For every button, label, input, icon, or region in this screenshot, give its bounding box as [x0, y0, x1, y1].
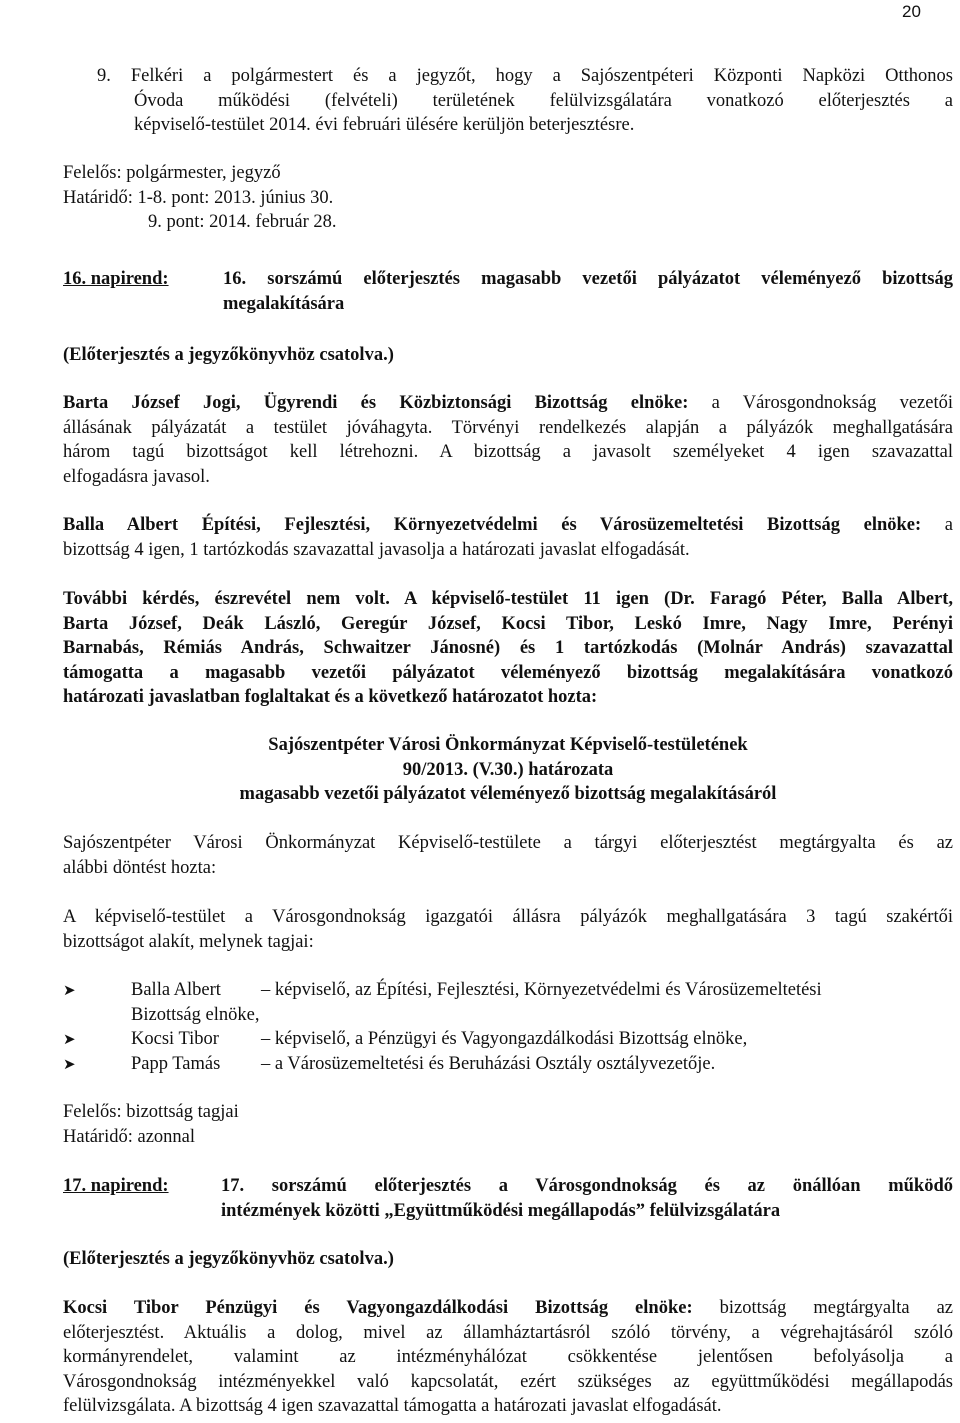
resolution-responsibility [63, 1100, 953, 1149]
vote-line: Barta József, Deák László, Geregúr József, Kocsi Tibor, Leskó Imre, Nagy Imre, Perényi [63, 613, 953, 634]
hatarido-line [63, 186, 953, 211]
item-9-responsibility [63, 161, 953, 235]
member-name: Papp Tamás [131, 1053, 221, 1074]
statement-text: kormányrendelet, valamint az intézményhálózat csökkentése jelentősen befolyásolja a [63, 1347, 953, 1367]
body-line: alábbi döntést hozta: [63, 857, 217, 878]
item-9-line: 9. Felkéri a polgármestert és a jegyzőt, hogy a Sajószentpéteri Központi Napközi Otthonos [97, 66, 953, 86]
balla-statement [63, 513, 953, 562]
member-role-cont: Bizottság elnöke, [131, 1004, 260, 1025]
hatarido-value: 1-8. pont: 2013. június 30. [137, 187, 334, 208]
felelos-line: Felelős: bizottság tagjai [63, 1102, 239, 1122]
attached-note: (Előterjesztés a jegyzőkönyvhöz csatolva.) [63, 1249, 394, 1269]
statement-text: a [944, 515, 954, 535]
hatarido-value: 9. pont: 2014. február 28. [148, 212, 337, 232]
item-9 [63, 64, 953, 138]
agenda-title: intézmények közötti „Együttműködési megállapodás” felülvizsgálatára [221, 1200, 781, 1221]
hatarido-label: Határidő: [63, 187, 133, 208]
member-item [63, 978, 953, 1003]
arrow-bullet-icon: ➤ [63, 1030, 76, 1048]
vote-line: További kérdés, észrevétel nem volt. A képviselő-testület 11 igen (Dr. Faragó Péter, Balla Albert, [63, 589, 953, 609]
member-item [63, 1052, 953, 1077]
statement-text: Városgondnokság intézményekkel való kapcsolatát, ezért szükséges az együttműködési megállapodás [63, 1371, 953, 1392]
vote-line: támogatta a magasabb vezetői pályázatot véleményező bizottság megalakítására vonatkozó [63, 662, 953, 683]
resolution-subject: magasabb vezetői pályázatot véleményező bizottság megalakításáról [239, 784, 777, 804]
felelos-line: Felelős: polgármester, jegyző [63, 163, 281, 183]
hatarido-line: Határidő: azonnal [63, 1126, 196, 1147]
speaker: Kocsi Tibor Pénzügyi és Vagyongazdálkodási Bizottság elnöke: [63, 1298, 693, 1318]
member-name: Kocsi Tibor [131, 1029, 219, 1049]
speaker: Balla Albert Építési, Fejlesztési, Környezetvédelmi és Városüzemeltetési Bizottság elnöke: [63, 515, 922, 535]
member-role: – képviselő, az Építési, Fejlesztési, Környezetvédelmi és Városüzemeltetési [261, 980, 822, 1000]
statement-text: a Városgondnokság vezetői [711, 393, 953, 413]
statement-text: állásának pályázatát a testület jóváhagyta. Törvényi rendelkezés alapján a pályázók meghallgatására [63, 417, 953, 438]
decision-text [63, 905, 953, 954]
statement-text: bizottság megtárgyalta az [719, 1298, 954, 1318]
agenda-label: 17. napirend: [63, 1176, 169, 1196]
statement-text: elfogadásra javasol. [63, 466, 210, 487]
vote-line: Barnabás, Rémiás András, Schwaitzer Jánosné) és 1 tartózkodás (Molnár András) szavazattal [63, 638, 953, 658]
agenda-label: 16. napirend: [63, 269, 169, 289]
attached-note: (Előterjesztés a jegyzőkönyvhöz csatolva.) [63, 345, 394, 365]
item-9-line: képviselő-testület 2014. évi februári ülésére kerüljön beterjesztésre. [134, 115, 635, 135]
resolution-title: Sajószentpéter Városi Önkormányzat Képviselő-testületének [268, 735, 748, 755]
member-list [63, 978, 953, 1076]
body-line: Sajószentpéter Városi Önkormányzat Képviselő-testülete a tárgyi előterjesztést megtárgyalta és az [63, 833, 953, 853]
barta-statement [63, 391, 953, 489]
speaker: Barta József Jogi, Ügyrendi és Közbiztonsági Bizottság elnöke: [63, 393, 689, 413]
vote-line: határozati javaslatban foglaltakat és a következő határozatot hozta: [63, 687, 598, 707]
arrow-bullet-icon: ➤ [63, 1054, 76, 1073]
member-role: – a Városüzemeltetési és Beruházási Osztály osztályvezetője. [261, 1053, 716, 1074]
body-line: bizottságot alakít, melynek tagjai: [63, 931, 314, 952]
resolution-number: 90/2013. (V.30.) határozata [402, 759, 614, 780]
statement-text: bizottság 4 igen, 1 tartózkodás szavazattal javasolja a határozati javaslat elfogadását. [63, 539, 690, 560]
agenda-title: megalakítására [223, 293, 345, 314]
item-9-line: Óvoda működési (felvételi) területének felülvizsgálatára vonatkozó előterjesztés a [134, 90, 953, 111]
kocsi-statement [63, 1296, 953, 1419]
member-name: Balla Albert [131, 980, 221, 1000]
decision-intro [63, 831, 953, 880]
agenda-17-heading [63, 1174, 953, 1223]
body-line: A képviselő-testület a Városgondnokság igazgatói állásra pályázók meghallgatására 3 tagú szakértői [63, 907, 953, 927]
page-number: 20 [902, 2, 921, 21]
arrow-bullet-icon: ➤ [63, 981, 76, 999]
member-item [63, 1027, 953, 1052]
agenda-title: 17. sorszámú előterjesztés a Városgondnokság és az önállóan működő [221, 1176, 953, 1196]
agenda-title: 16. sorszámú előterjesztés magasabb vezetői pályázatot véleményező bizottság [223, 269, 953, 289]
vote-paragraph [63, 587, 953, 710]
statement-text: felülvizsgálata. A bizottság 4 igen szavazattal támogatta a határozati javaslat elfogadását. [63, 1396, 722, 1416]
resolution-heading [63, 733, 953, 807]
agenda-16-heading [63, 267, 953, 316]
statement-text: három tagú bizottságot kell létrehozni. A bizottság a javasolt személyeket 4 igen szavazattal [63, 442, 953, 462]
statement-text: előterjesztést. Aktuális a dolog, mivel az államháztartásról szóló törvény, a végrehajtásáról szóló [63, 1322, 953, 1343]
member-role: – képviselő, a Pénzügyi és Vagyongazdálkodási Bizottság elnöke, [261, 1029, 748, 1049]
